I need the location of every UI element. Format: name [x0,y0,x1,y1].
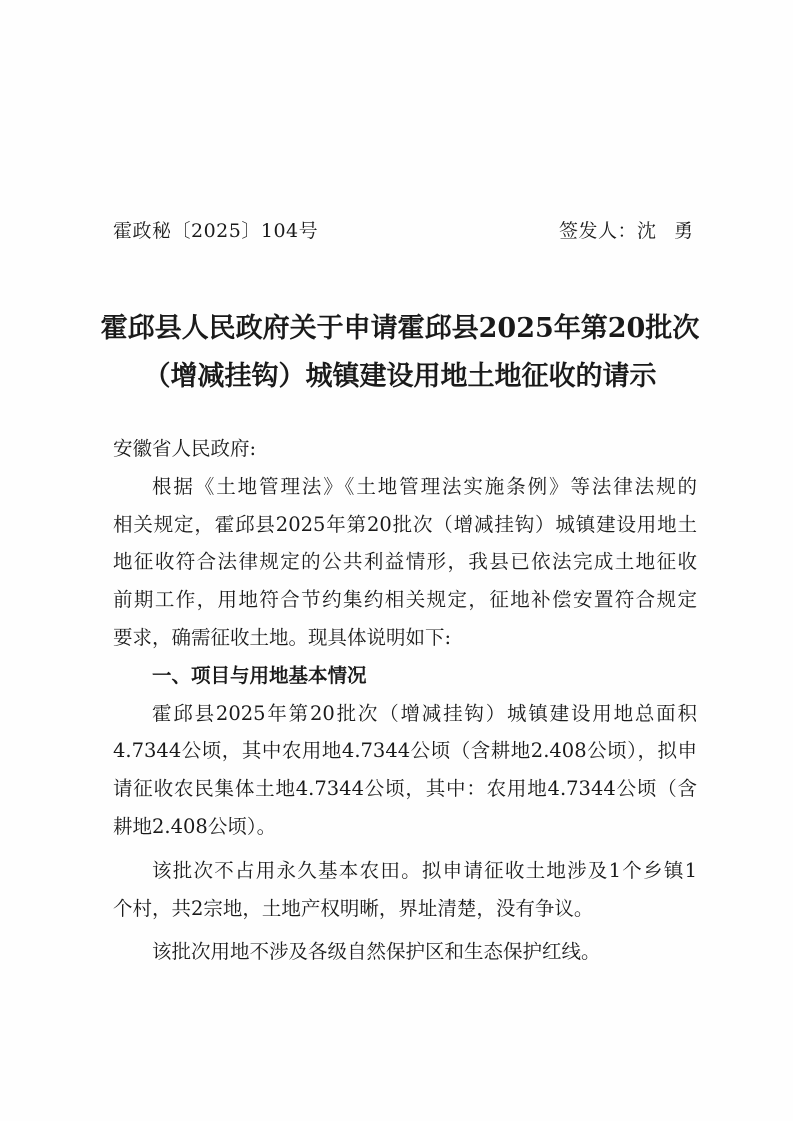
paragraph-line: 前期工作，用地符合节约集约相关规定，征地补偿安置符合规定 [113,588,697,612]
paragraph-line: 该批次用地不涉及各级自然保护区和生态保护红线。 [152,940,601,964]
signer-block [558,216,711,243]
paragraph-line: 霍邱县2025年第20批次（增减挂钩）城镇建设用地总面积 [152,701,697,725]
document-header-row [113,214,711,244]
section-heading: 一、项目与用地基本情况 [152,663,367,687]
document-title [100,305,700,401]
paragraph-legal-basis [113,468,697,657]
paragraph-line: 地征收符合法律规定的公共利益情形，我县已依法完成土地征收 [113,550,697,574]
salutation: 安徽省人民政府: [113,437,257,460]
paragraph-line: 根据《土地管理法》《土地管理法实施条例》等法律法规的 [152,474,697,498]
document-body [113,430,697,971]
title-line-2: （增减挂钩）城镇建设用地土地征收的请示 [143,361,657,392]
paragraph-line: 请征收农民集体土地4.7344公顷，其中：农用地4.7344公顷（含 [113,777,697,801]
signer-name: 沈勇 [636,219,711,242]
paragraph-line: 要求，确需征收土地。现具体说明如下: [113,625,452,649]
signer-label: 签发人： [558,219,637,242]
paragraph-line: 相关规定，霍邱县2025年第20批次（增减挂钩）城镇建设用地土 [113,512,697,536]
paragraph-land-area [113,695,697,846]
paragraph-protected-areas [113,933,697,971]
title-line-1: 霍邱县人民政府关于申请霍邱县2025年第20批次 [100,313,700,344]
paragraph-line: 4.7344公顷，其中农用地4.7344公顷（含耕地2.408公顷），拟申 [113,739,697,763]
paragraph-farmland [113,852,697,928]
paragraph-line: 该批次不占用永久基本农田。拟申请征收土地涉及1个乡镇1 [152,858,697,882]
document-number: 霍政秘〔2025〕104号 [113,219,319,242]
paragraph-line: 耕地2.408公顷）。 [113,814,277,838]
paragraph-line: 个村，共2宗地，土地产权明晰，界址清楚，没有争议。 [113,896,594,920]
